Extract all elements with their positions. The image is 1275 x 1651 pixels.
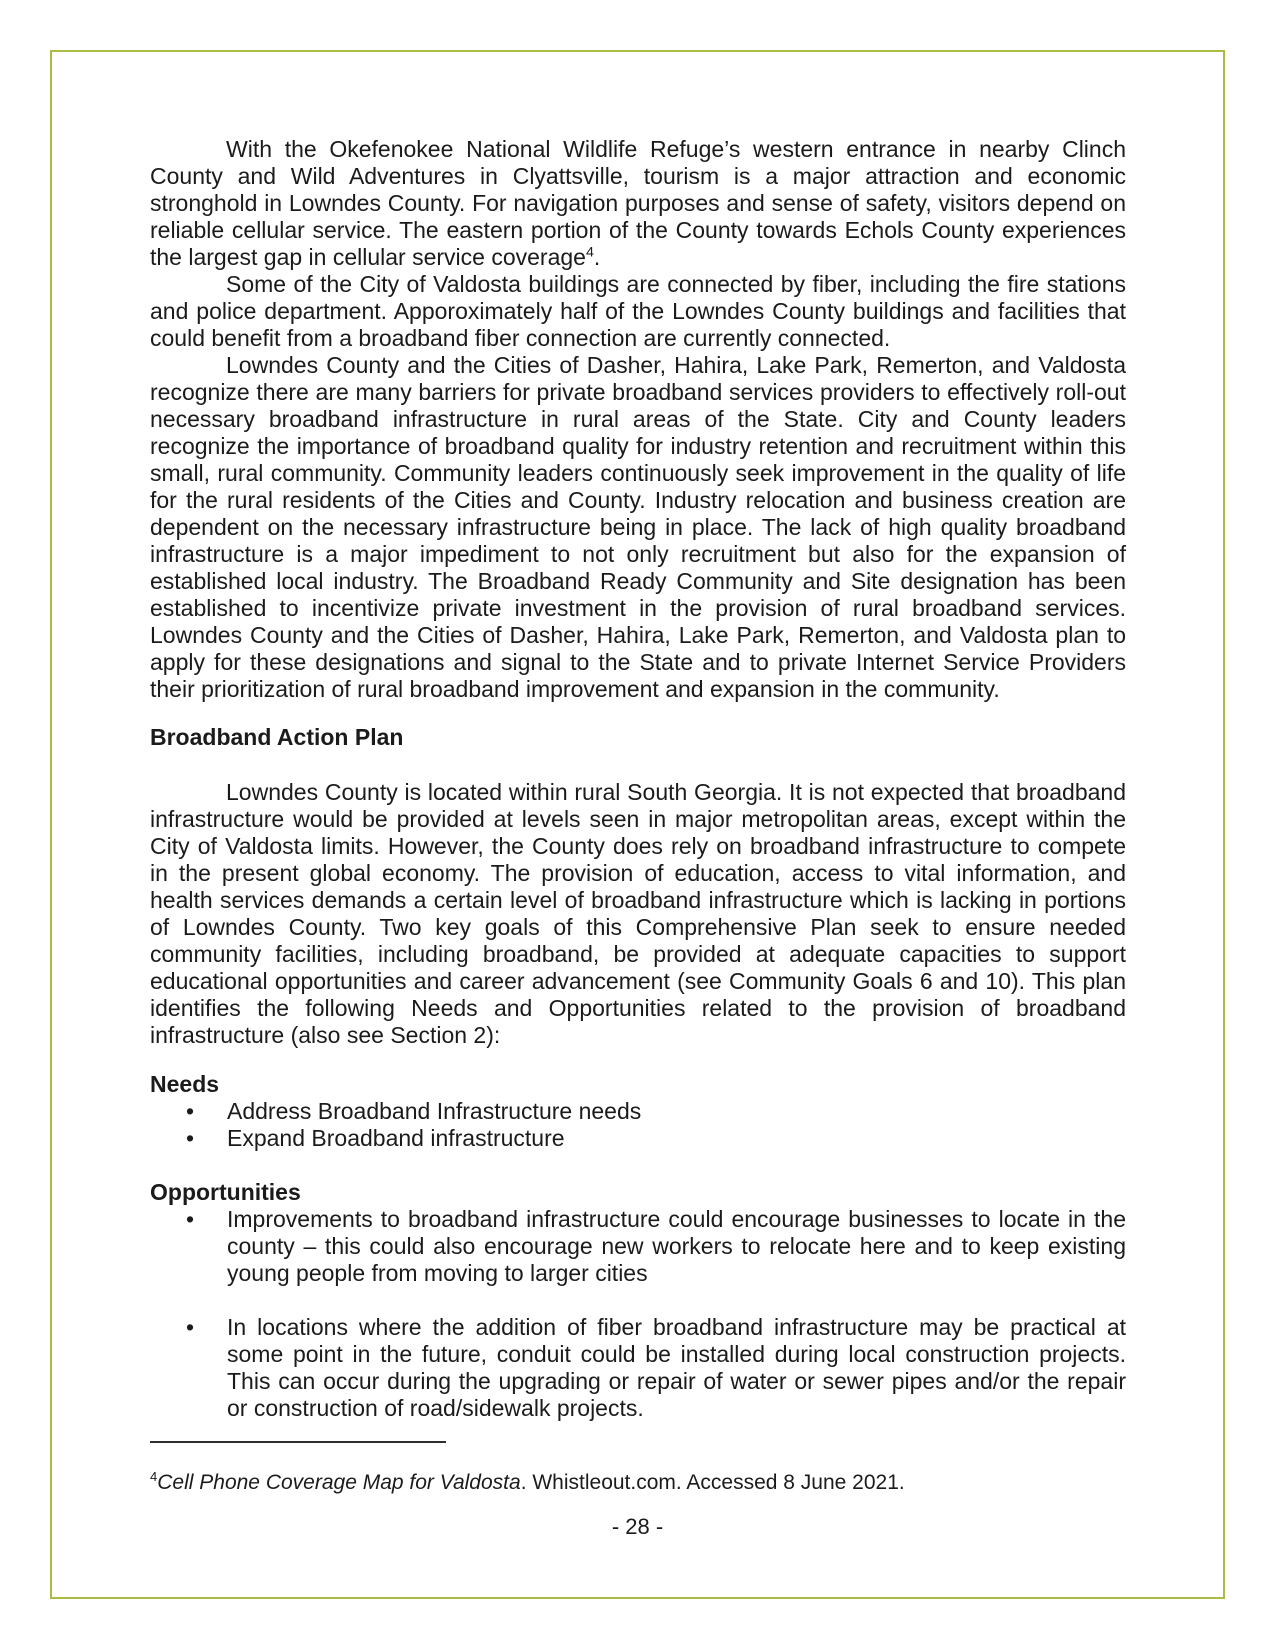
- needs-bullet-list: [150, 1098, 1126, 1152]
- footnote-citation-title: Cell Phone Coverage Map for Valdosta: [157, 1471, 521, 1494]
- paragraph-fiber-connections: Some of the City of Valdosta buildings are connected by fiber, including the fire stations and police department. Apporoximately half of the Lowndes County buildings and facilities that could benefit from a broadband fiber connection are currently connected.: [150, 271, 1126, 351]
- paragraph-text-end: .: [593, 244, 601, 270]
- heading-needs: Needs: [150, 1071, 220, 1097]
- page-number: - 28 -: [611, 1514, 664, 1539]
- opportunities-bullet-list: [150, 1206, 1126, 1422]
- footnote-reference: 4: [585, 244, 594, 261]
- footnote-citation-source: . Whistleout.com. Accessed 8 June 2021.: [520, 1471, 905, 1494]
- list-item: • Address Broadband Infrastructure needs: [227, 1098, 1126, 1125]
- list-item: • Improvements to broadband infrastructure could encourage businesses to locate in the county – this could also encourage new workers to relocate here and to keep existing young people from moving to larger cities: [227, 1206, 1126, 1287]
- paragraph-broadband-barriers: Lowndes County and the Cities of Dasher, Hahira, Lake Park, Remerton, and Valdosta recognize there are many barriers for private broadband services providers to effectively roll-out necessary broadband infrastructure in rural areas of the State. City and County leaders recognize the importance of broadband quality for industry retention and recruitment within this small, rural community. Community leaders continuously seek improvement in the quality of life for the rural residents of the Cities and County. Industry relocation and business creation are dependent on the necessary infrastructure being in place. The lack of high quality broadband infrastructure is a major impediment to not only recruitment but also for the expansion of established local industry. The Broadband Ready Community and Site designation has been established to incentivize private investment in the provision of rural broadband services. Lowndes County and the Cities of Dasher, Hahira, Lake Park, Remerton, and Valdosta plan to apply for these designations and signal to the State and to private Internet Service Providers their prioritization of rural broadband improvement and expansion in the community.: [150, 352, 1126, 702]
- footnote-separator: [150, 1441, 446, 1443]
- footnote: [150, 1470, 1126, 1496]
- list-item: • Expand Broadband infrastructure: [227, 1125, 1126, 1152]
- paragraph-text: With the Okefenokee National Wildlife Refuge’s western entrance in nearby Clinch County and Wild Adventures in Clyattsville, tourism is a major attraction and economic stronghold in Lowndes County. For navigation purposes and sense of safety, visitors depend on reliable cellular service. The eastern portion of the County towards Echols County experiences the largest gap in cellular service coverage: [150, 136, 1126, 270]
- page-content: [150, 136, 1126, 1422]
- paragraph-action-plan: Lowndes County is located within rural South Georgia. It is not expected that broadband infrastructure would be provided at levels seen in major metropolitan areas, except within the City of Valdosta limits. However, the County does rely on broadband infrastructure to compete in the present global economy. The provision of education, access to vital information, and health services demands a certain level of broadband infrastructure which is lacking in portions of Lowndes County. Two key goals of this Comprehensive Plan seek to ensure needed community facilities, including broadband, be provided at adequate capacities to support educational opportunities and career advancement (see Community Goals 6 and 10). This plan identifies the following Needs and Opportunities related to the provision of broadband infrastructure (also see Section 2):: [150, 779, 1126, 1048]
- heading-broadband-action-plan: Broadband Action Plan: [150, 724, 404, 750]
- footnote-marker: 4: [150, 1469, 158, 1484]
- list-item: • In locations where the addition of fiber broadband infrastructure may be practical at some point in the future, conduit could be installed during local construction projects. This can occur during the upgrading or repair of water or sewer pipes and/or the repair or construction of road/sidewalk projects.: [227, 1314, 1126, 1422]
- heading-opportunities: Opportunities: [150, 1179, 301, 1205]
- paragraph-cellular-coverage: [150, 136, 1126, 271]
